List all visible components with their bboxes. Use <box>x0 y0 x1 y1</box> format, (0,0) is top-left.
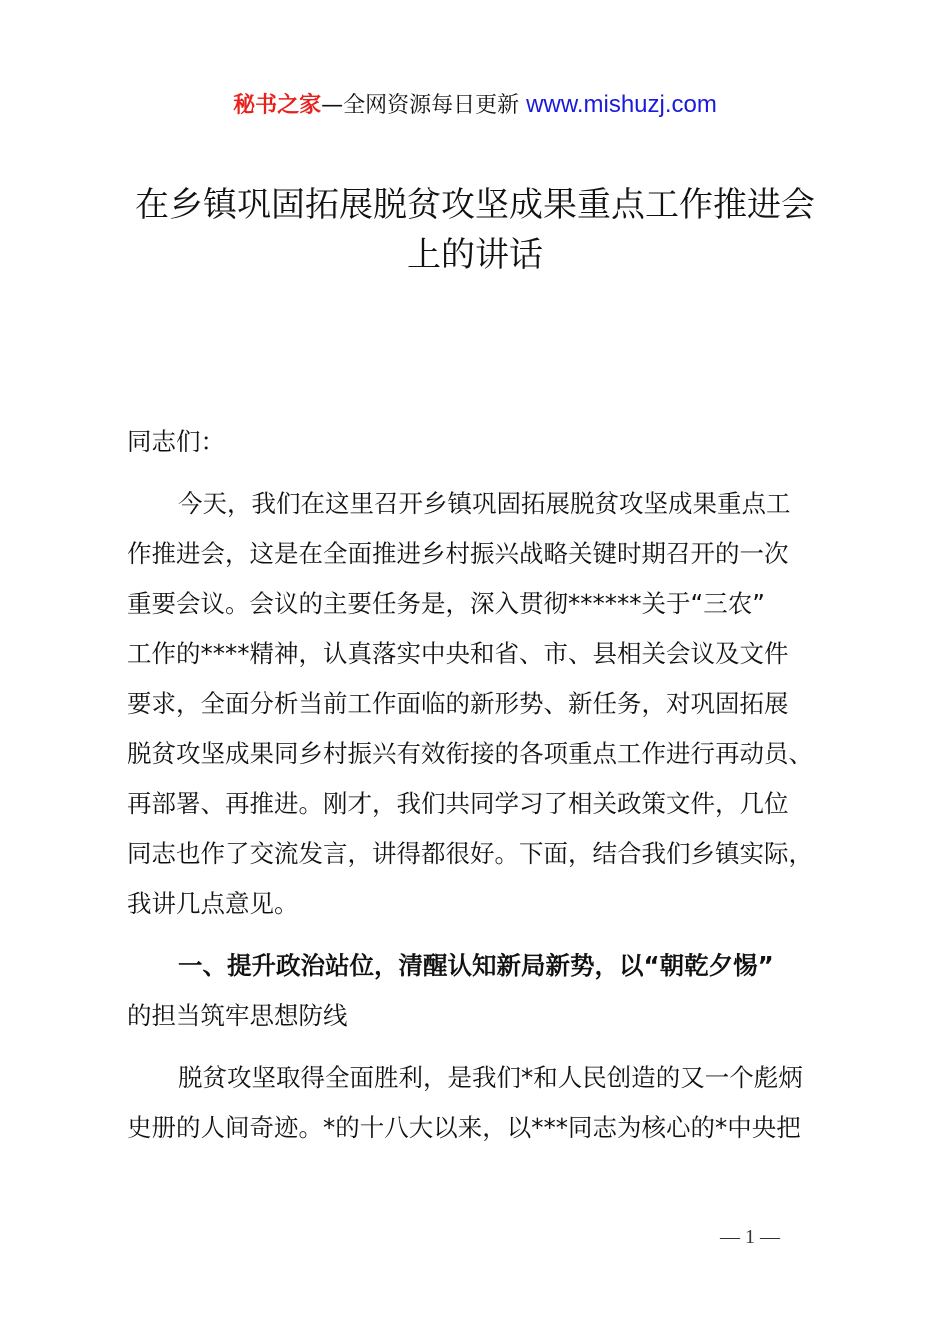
brand-name: 秘书之家 <box>233 93 322 118</box>
title-line: 上的讲话 <box>407 235 543 275</box>
paragraph-line: 脱贫攻坚成果同乡村振兴有效衔接的各项重点工作进行再动员、 <box>127 739 813 768</box>
document-title <box>0 180 950 280</box>
paragraph-line: 脱贫攻坚取得全面胜利，是我们*和人民创造的又一个彪炳 <box>178 1063 803 1092</box>
paragraph-line: 史册的人间奇迹。*的十八大以来，以***同志为核心的*中央把 <box>127 1113 801 1142</box>
site-header <box>0 88 950 119</box>
paragraph-line: 作推进会，这是在全面推进乡村振兴战略关键时期召开的一次 <box>127 539 789 568</box>
heading-line: 的担当筑牢思想防线 <box>127 1001 348 1030</box>
paragraph-line: 今天，我们在这里召开乡镇巩固拓展脱贫攻坚成果重点工 <box>178 489 791 518</box>
site-url-link[interactable]: www.mishuzj.com <box>526 91 717 118</box>
salutation: 同志们： <box>127 427 225 456</box>
paragraph-line: 工作的****精神，认真落实中央和省、市、县相关会议及文件 <box>127 639 789 668</box>
title-line: 在乡镇巩固拓展脱贫攻坚成果重点工作推进会 <box>135 185 815 225</box>
paragraph-line: 要求，全面分析当前工作面临的新形势、新任务，对巩固拓展 <box>127 689 789 718</box>
paragraph-line: 同志也作了交流发言，讲得都很好。下面，结合我们乡镇实际， <box>127 839 813 868</box>
page-number: — 1 — <box>720 1226 780 1248</box>
paragraph-line: 我讲几点意见。 <box>127 889 299 918</box>
paragraph-line: 再部署、再推进。刚才，我们共同学习了相关政策文件，几位 <box>127 789 789 818</box>
heading-line: 一、提升政治站位，清醒认知新局新势，以“朝乾夕惕” <box>178 951 774 980</box>
paragraph-line: 重要会议。会议的主要任务是，深入贯彻******关于“三农” <box>127 589 765 618</box>
header-tagline: —全网资源每日更新 <box>321 93 520 118</box>
